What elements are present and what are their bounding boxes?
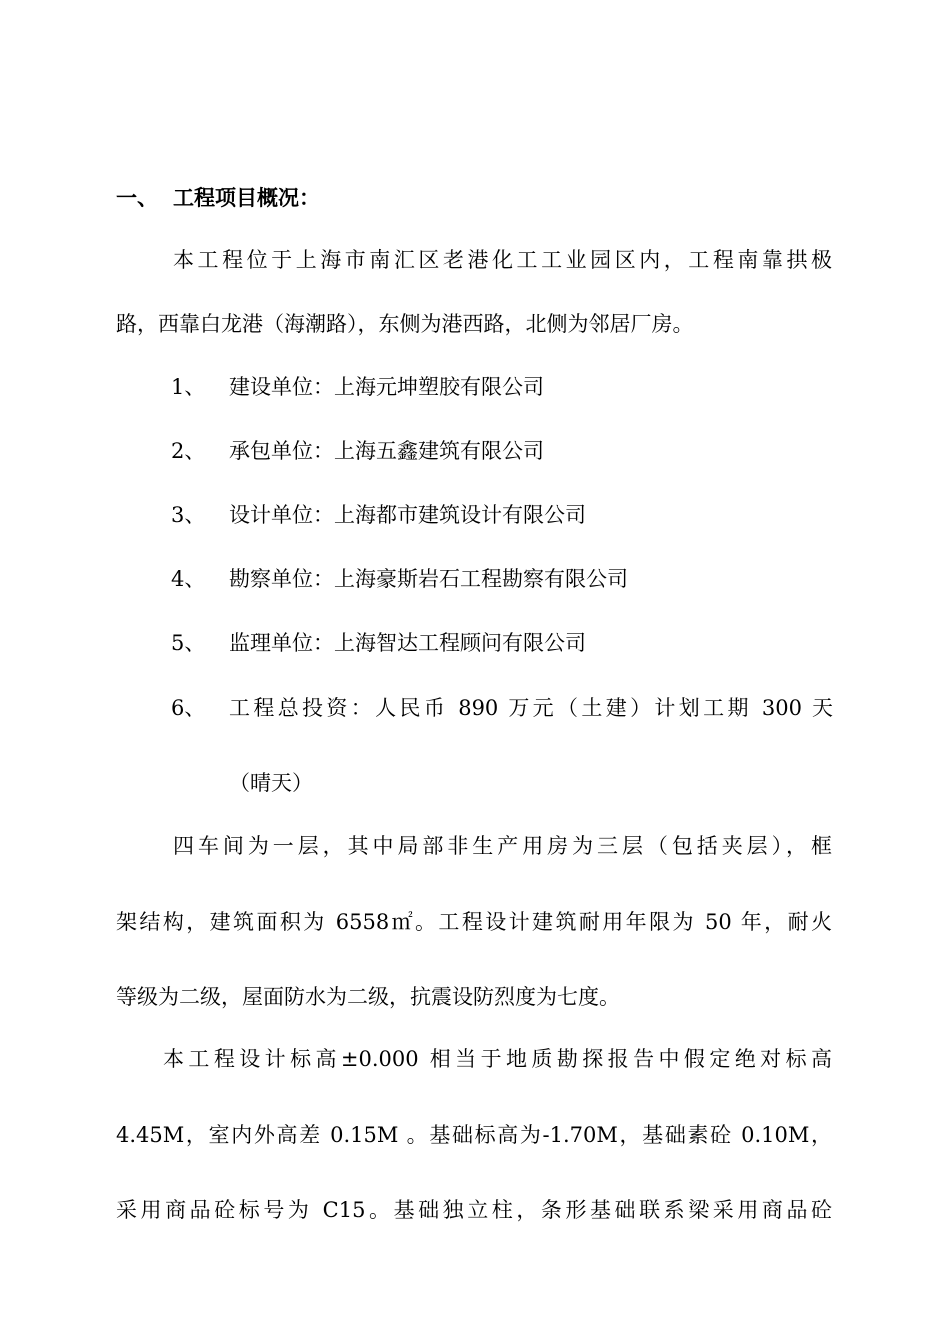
list-item-text: 工程总投资：人民币 890 万元（土建）计划工期 300 天 [229,696,833,720]
section-heading [116,184,320,212]
list-item-text: 监理单位：上海智达工程顾问有限公司 [229,631,586,655]
list-item-3 [171,501,586,529]
list-item-number: 3、 [171,503,206,527]
list-item-number: 6、 [171,696,206,720]
section-title: 工程项目概况： [173,185,320,210]
list-item-6 [171,694,833,722]
list-item-2 [171,437,544,465]
list-item-number: 2、 [171,439,206,463]
intro-line-2: 路，西靠白龙港（海潮路），东侧为港西路，北侧为邻居厂房。 [116,312,694,336]
list-item-1 [171,373,544,401]
list-item-text: 勘察单位：上海豪斯岩石工程勘察有限公司 [229,567,628,591]
building-line-3: 等级为二级，屋面防水为二级，抗震设防烈度为七度。 [116,985,620,1009]
intro-line-1: 本工程位于上海市南汇区老港化工工业园区内，工程南靠拱极 [173,248,832,272]
building-line-2: 架结构，建筑面积为 6558㎡。工程设计建筑耐用年限为 50 年，耐火 [116,910,832,934]
list-item-text: 建设单位：上海元坤塑胶有限公司 [229,375,544,399]
list-item-number: 5、 [171,631,206,655]
list-item-text: 设计单位：上海都市建筑设计有限公司 [229,503,586,527]
building-line-1: 四车间为一层，其中局部非生产用房为三层（包括夹层），框 [173,834,832,858]
list-item-6-continued: （晴天） [229,771,313,795]
section-number: 一、 [116,185,158,210]
elevation-line-3: 采用商品砼标号为 C15。基础独立柱，条形基础联系梁采用商品砼 [116,1198,832,1222]
list-item-number: 1、 [171,375,206,399]
list-item-4 [171,565,628,593]
list-item-number: 4、 [171,567,206,591]
list-item-text: 承包单位：上海五鑫建筑有限公司 [229,439,544,463]
elevation-line-2: 4.45M，室内外高差 0.15M 。基础标高为-1.70M，基础素砼 0.10M， [116,1123,832,1147]
elevation-line-1: 本工程设计标高±0.000 相当于地质勘探报告中假定绝对标高 [163,1047,832,1071]
list-item-5 [171,629,586,657]
